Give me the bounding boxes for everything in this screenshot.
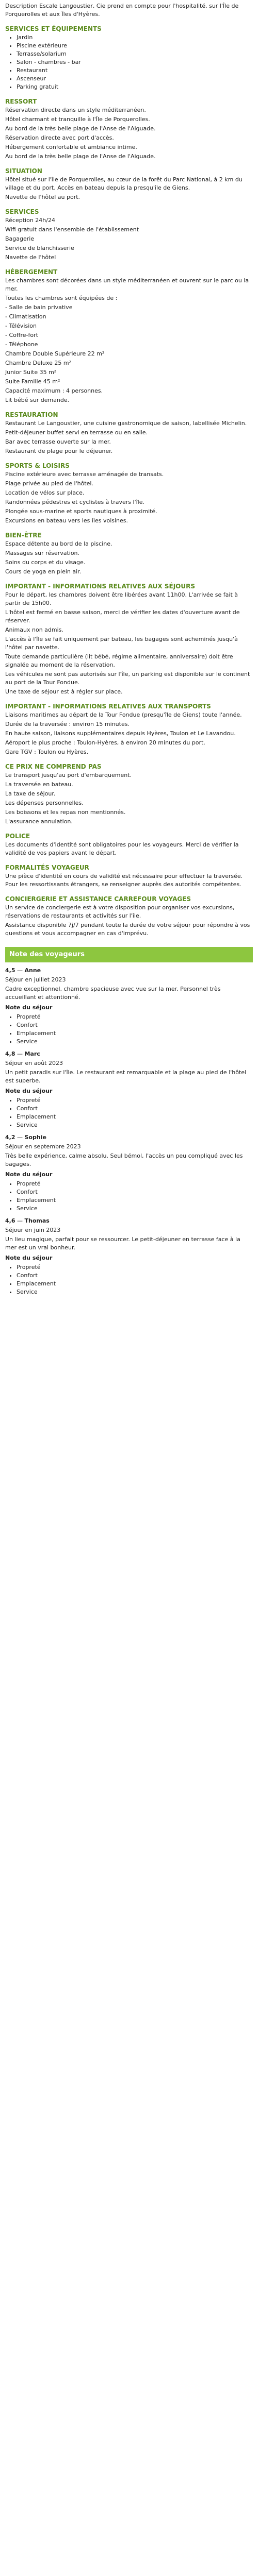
section-title: FORMALITÉS VOYAGEUR bbox=[5, 864, 89, 871]
review-ratings bbox=[5, 1180, 253, 1213]
section-sports bbox=[5, 462, 253, 525]
section-title: SITUATION bbox=[5, 167, 42, 175]
section-text: Restaurant de plage pour le déjeuner. bbox=[5, 448, 113, 454]
reviews-list bbox=[5, 967, 253, 1296]
section-text: Réservation directe dans un style méditerranéen. bbox=[5, 107, 146, 113]
section-text: Le transport jusqu'au port d'embarquement. bbox=[5, 772, 132, 778]
section-info2 bbox=[5, 702, 253, 756]
section-text: Navette de l'hôtel au port. bbox=[5, 194, 80, 200]
section-formalites bbox=[5, 863, 253, 889]
section-text: Location de vélos sur place. bbox=[5, 489, 85, 496]
list-item: • Confort bbox=[17, 1188, 253, 1196]
review-date: Séjour en juin 2023 bbox=[5, 1227, 61, 1233]
review-rating-label: Note du séjour bbox=[5, 1088, 53, 1094]
section-title: CE PRIX NE COMPREND PAS bbox=[5, 763, 102, 770]
list-item: • Emplacement bbox=[17, 1113, 253, 1121]
section-text: Toute demande particulière (lit bébé, régime alimentaire, anniversaire) doit être signalée au moment de la réservation. bbox=[5, 653, 233, 668]
review-rating-label: Note du séjour bbox=[5, 1255, 53, 1261]
review-score: 4,5 bbox=[5, 967, 15, 974]
review-ratings bbox=[5, 1013, 253, 1046]
section-text: Un service de conciergerie est à votre disposition pour organiser vos excursions, réservations de restaurants et activités sur l'île. bbox=[5, 904, 235, 919]
section-text: Lit bébé sur demande. bbox=[5, 397, 70, 403]
section-text: - Salle de bain privative bbox=[5, 304, 73, 311]
section-text: Petit-déjeuner buffet servi en terrasse ou en salle. bbox=[5, 429, 148, 436]
section-text: Hébergement confortable et ambiance intime. bbox=[5, 144, 137, 150]
section-text: Wifi gratuit dans l'ensemble de l'établissement bbox=[5, 226, 139, 233]
list-item: • Piscine extérieure bbox=[17, 42, 253, 50]
section-text: Massages sur réservation. bbox=[5, 550, 80, 556]
section-services2 bbox=[5, 208, 253, 262]
section-police bbox=[5, 832, 253, 857]
review-author: Sophie bbox=[24, 1134, 46, 1141]
section-text: Liaisons maritimes au départ de la Tour Fondue (presqu'île de Giens) toute l'année. bbox=[5, 711, 242, 718]
section-text: Au bord de la très belle plage de l'Anse de l'Aiguade. bbox=[5, 125, 156, 132]
info-sections bbox=[5, 97, 253, 938]
review-text: Très belle expérience, calme absolu. Seul bémol, l'accès un peu compliqué avec les bagages. bbox=[5, 1153, 243, 1167]
section-text: Randonnées pédestres et cyclistes à travers l'île. bbox=[5, 499, 144, 505]
review-author: Marc bbox=[24, 1050, 40, 1057]
list-item: • Restaurant bbox=[17, 66, 253, 75]
review-head: 4,5 — Anne bbox=[5, 967, 41, 974]
review-date: Séjour en septembre 2023 bbox=[5, 1143, 81, 1150]
section-text: Suite Famille 45 m² bbox=[5, 378, 60, 385]
review-date: Séjour en août 2023 bbox=[5, 1060, 63, 1066]
section-text: - Téléphone bbox=[5, 341, 38, 348]
section-text: Service de blanchisserie bbox=[5, 245, 74, 251]
list-item: • Ascenseur bbox=[17, 75, 253, 83]
list-item: • Salon - chambres - bar bbox=[17, 58, 253, 66]
list-item: • Jardin bbox=[17, 33, 253, 42]
review-date: Séjour en juillet 2023 bbox=[5, 976, 66, 983]
section-title: IMPORTANT - INFORMATIONS RELATIVES AUX TRANSPORTS bbox=[5, 703, 211, 710]
review-author: Thomas bbox=[24, 1217, 50, 1224]
section-text: - Climatisation bbox=[5, 313, 46, 320]
list-item: • Propreté bbox=[17, 1263, 253, 1272]
list-item: • Emplacement bbox=[17, 1029, 253, 1038]
section-text: L'hôtel est fermé en basse saison, merci de vérifier les dates d'ouverture avant de réserver. bbox=[5, 609, 240, 624]
section-text: Bagagerie bbox=[5, 235, 35, 242]
list-item: • Emplacement bbox=[17, 1196, 253, 1205]
section-text: Plongée sous-marine et sports nautiques à proximité. bbox=[5, 508, 157, 515]
section-title: IMPORTANT - INFORMATIONS RELATIVES AUX SÉJOURS bbox=[5, 583, 195, 590]
section-text: Capacité maximum : 4 personnes. bbox=[5, 387, 103, 394]
services-section bbox=[5, 25, 253, 91]
section-text: L'accès à l'île se fait uniquement par bateau, les bagages sont acheminés jusqu'à l'hôtel par navette. bbox=[5, 636, 238, 651]
review-score: 4,6 bbox=[5, 1217, 15, 1224]
section-text: La traversée en bateau. bbox=[5, 781, 73, 788]
services-title: SERVICES ET ÉQUIPEMENTS bbox=[5, 25, 102, 32]
section-text: Excursions en bateau vers les îles voisines. bbox=[5, 517, 128, 524]
review-rating-label: Note du séjour bbox=[5, 1004, 53, 1011]
services-list bbox=[5, 33, 253, 91]
section-text: Durée de la traversée : environ 15 minutes. bbox=[5, 721, 130, 727]
review-text: Cadre exceptionnel, chambre spacieuse avec vue sur la mer. Personnel très accueillant et attentionné. bbox=[5, 986, 221, 1001]
section-text: Une taxe de séjour est à régler sur place. bbox=[5, 688, 123, 695]
review-item bbox=[5, 1217, 253, 1296]
section-title: RESTAURATION bbox=[5, 411, 58, 418]
section-text: Les chambres sont décorées dans un style méditerranéen et ouvrent sur le parc ou la mer. bbox=[5, 277, 249, 292]
section-text: Les dépenses personnelles. bbox=[5, 800, 84, 806]
section-text: En haute saison, liaisons supplémentaires depuis Hyères, Toulon et Le Lavandou. bbox=[5, 730, 236, 737]
intro-text: Description Escale Langoustier, Cie prend en compte pour l'hospitalité, sur l'Île de Porquerolles et aux Îles d'Hyères. bbox=[5, 3, 239, 18]
section-situation bbox=[5, 167, 253, 201]
section-title: POLICE bbox=[5, 833, 30, 840]
section-text: La taxe de séjour. bbox=[5, 790, 56, 797]
section-title: BIEN-ÊTRE bbox=[5, 532, 42, 539]
section-text: Assistance disponible 7j/7 pendant toute la durée de votre séjour pour répondre à vos questions et vous accompagner en cas d'imprévu. bbox=[5, 922, 250, 937]
section-text: Au bord de la très belle plage de l'Anse de l'Aiguade. bbox=[5, 153, 156, 160]
section-title: SERVICES bbox=[5, 208, 39, 215]
section-hebergement bbox=[5, 268, 253, 404]
section-text: Aéroport le plus proche : Toulon-Hyères, à environ 20 minutes du port. bbox=[5, 739, 205, 746]
section-text: Une pièce d'identité en cours de validité est nécessaire pour effectuer la traversée. Pour les ressortissants étrangers, se renseigner auprès des autorités compétentes. bbox=[5, 873, 243, 888]
review-head: 4,8 — Marc bbox=[5, 1050, 40, 1057]
review-text: Un lieu magique, parfait pour se ressourcer. Le petit-déjeuner en terrasse face à la mer est un vrai bonheur. bbox=[5, 1236, 240, 1251]
list-item: • Terrasse/solarium bbox=[17, 50, 253, 58]
section-text: Plage privée au pied de l'hôtel. bbox=[5, 480, 93, 487]
section-text: L'assurance annulation. bbox=[5, 818, 73, 825]
list-item: • Propreté bbox=[17, 1013, 253, 1021]
section-ressort bbox=[5, 97, 253, 161]
section-text: Les documents d'identité sont obligatoires pour les voyageurs. Merci de vérifier la validité de vos papiers avant le départ. bbox=[5, 841, 239, 856]
list-item: • Parking gratuit bbox=[17, 83, 253, 91]
review-head: 4,6 — Thomas bbox=[5, 1217, 50, 1224]
section-restauration bbox=[5, 411, 253, 455]
list-item: • Propreté bbox=[17, 1180, 253, 1188]
section-text: Hôtel situé sur l'île de Porquerolles, au cœur de la forêt du Parc National, à 2 km du village et du port. Accès en bateau depuis la presqu'île de Giens. bbox=[5, 176, 243, 191]
section-text: Junior Suite 35 m² bbox=[5, 369, 57, 376]
section-text: Restaurant Le Langoustier, une cuisine gastronomique de saison, labellisée Michelin. bbox=[5, 420, 247, 427]
review-item bbox=[5, 1133, 253, 1213]
section-text: Chambre Deluxe 25 m² bbox=[5, 360, 71, 366]
list-item: • Service bbox=[17, 1121, 253, 1129]
notes-header: Note des voyageurs bbox=[5, 947, 253, 962]
section-text: Bar avec terrasse ouverte sur la mer. bbox=[5, 438, 111, 445]
section-text: Navette de l'hôtel bbox=[5, 254, 56, 261]
section-title: RESSORT bbox=[5, 98, 37, 105]
section-text: Pour le départ, les chambres doivent être libérées avant 11h00. L'arrivée se fait à partir de 15h00. bbox=[5, 591, 238, 606]
review-rating-label: Note du séjour bbox=[5, 1171, 53, 1178]
section-title: CONCIERGERIE ET ASSISTANCE CARREFOUR VOYAGES bbox=[5, 895, 191, 903]
section-text: - Coffre-fort bbox=[5, 332, 38, 338]
review-text: Un petit paradis sur l'île. Le restaurant est remarquable et la plage au pied de l'hôtel est superbe. bbox=[5, 1069, 247, 1084]
section-title: HÉBERGEMENT bbox=[5, 268, 58, 276]
list-item: • Emplacement bbox=[17, 1280, 253, 1288]
review-item bbox=[5, 1050, 253, 1129]
section-text: Les véhicules ne sont pas autorisés sur l'île, un parking est disponible sur le continent au port de la Tour Fondue. bbox=[5, 671, 250, 686]
list-item: • Confort bbox=[17, 1105, 253, 1113]
review-ratings bbox=[5, 1096, 253, 1129]
section-concierge bbox=[5, 895, 253, 938]
list-item: • Service bbox=[17, 1205, 253, 1213]
list-item: • Propreté bbox=[17, 1096, 253, 1105]
review-head: 4,2 — Sophie bbox=[5, 1134, 46, 1141]
section-text: Piscine extérieure avec terrasse aménagée de transats. bbox=[5, 471, 164, 478]
list-item: • Confort bbox=[17, 1272, 253, 1280]
review-item bbox=[5, 967, 253, 1046]
section-text: Espace détente au bord de la piscine. bbox=[5, 540, 112, 547]
section-text: Réception 24h/24 bbox=[5, 217, 55, 224]
section-title: SPORTS & LOISIRS bbox=[5, 462, 70, 469]
section-text: Gare TGV : Toulon ou Hyères. bbox=[5, 749, 89, 755]
section-text: Les boissons et les repas non mentionnés. bbox=[5, 809, 126, 816]
review-ratings bbox=[5, 1263, 253, 1296]
list-item: • Service bbox=[17, 1038, 253, 1046]
section-text: Soins du corps et du visage. bbox=[5, 559, 86, 566]
section-info1 bbox=[5, 582, 253, 696]
section-text: Toutes les chambres sont équipées de : bbox=[5, 295, 118, 301]
list-item: • Confort bbox=[17, 1021, 253, 1029]
review-score: 4,2 bbox=[5, 1134, 15, 1141]
list-item: • Service bbox=[17, 1288, 253, 1296]
review-author: Anne bbox=[24, 967, 41, 974]
section-text: Chambre Double Supérieure 22 m² bbox=[5, 350, 105, 357]
section-text: - Télévision bbox=[5, 323, 37, 329]
section-text: Cours de yoga en plein air. bbox=[5, 568, 82, 575]
review-score: 4,8 bbox=[5, 1050, 15, 1057]
section-bienetre bbox=[5, 531, 253, 576]
section-text: Animaux non admis. bbox=[5, 626, 63, 633]
section-text: Hôtel charmant et tranquille à l'Île de Porquerolles. bbox=[5, 116, 150, 123]
section-text: Réservation directe avec port d'accès. bbox=[5, 134, 114, 141]
section-prix bbox=[5, 762, 253, 826]
